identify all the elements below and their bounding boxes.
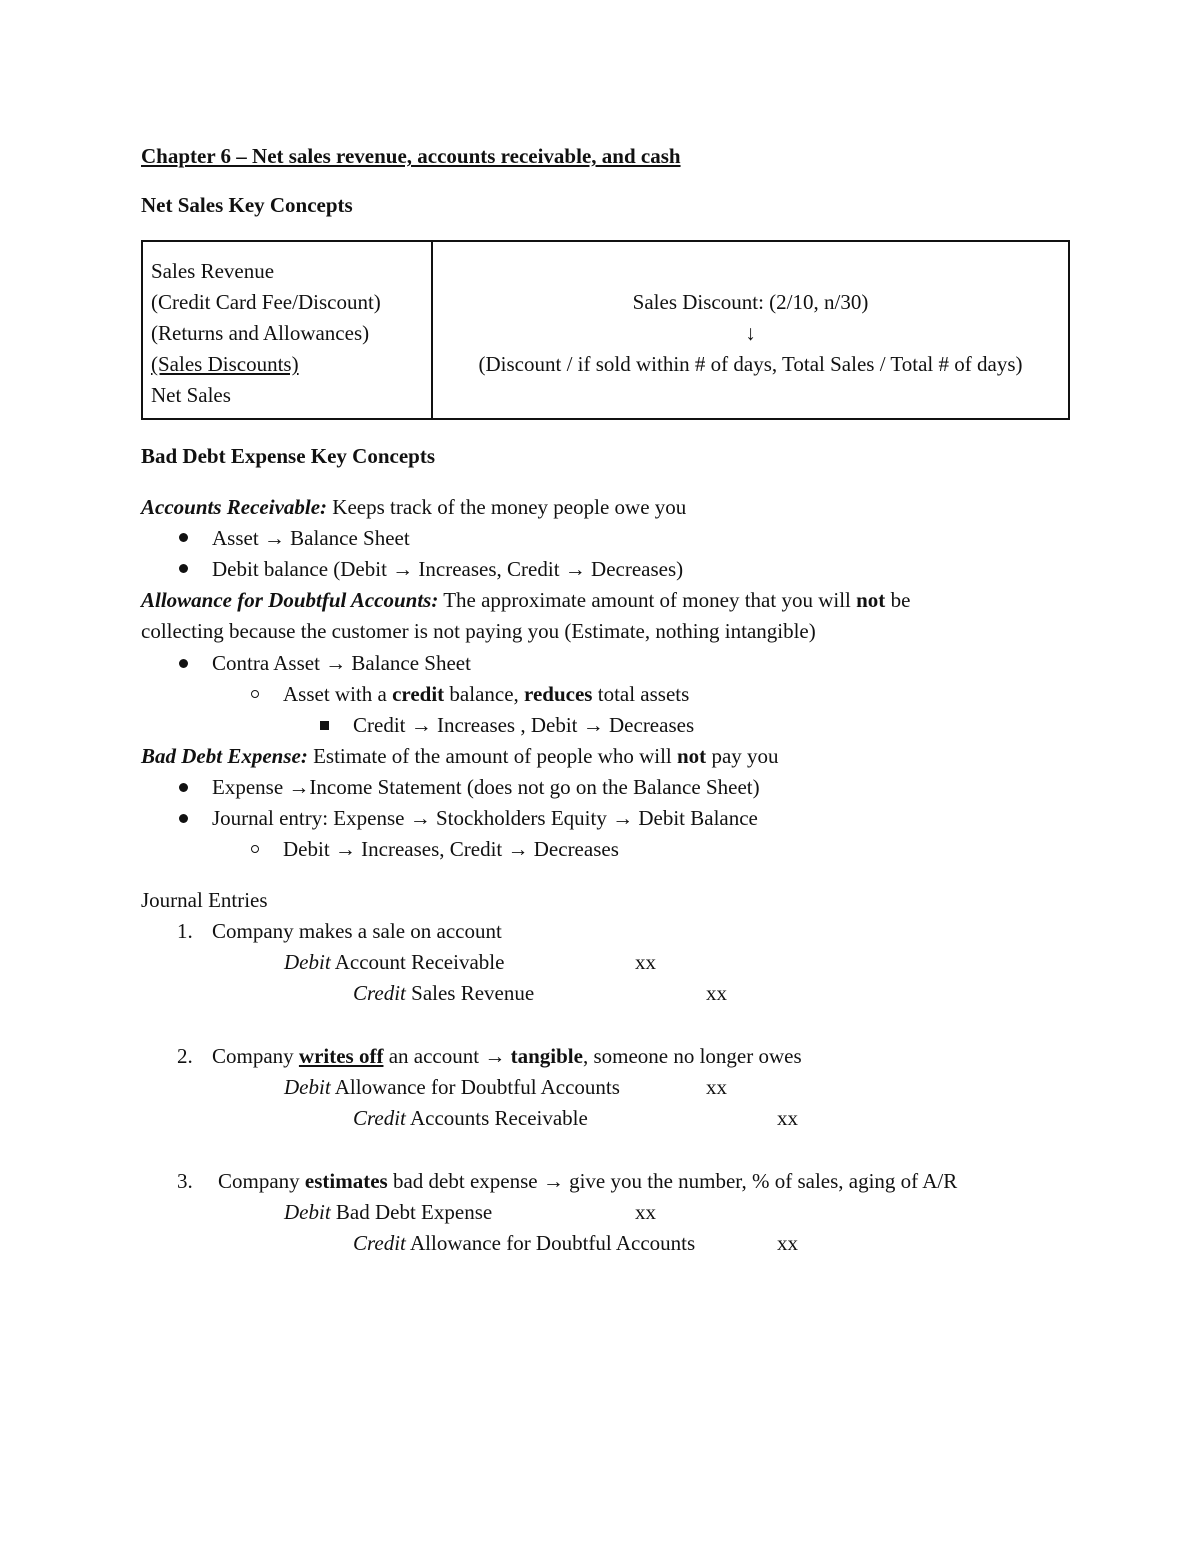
entry-2-credit-amount: xx [777, 1106, 798, 1130]
net-sales-table [141, 240, 1070, 420]
entry-3-debit-line [284, 1202, 492, 1223]
entry-2-desc-b: an account → [383, 1044, 511, 1068]
table-row-net-sales: Net Sales [151, 383, 231, 407]
ar-def-text: Keeps track of the money people owe you [327, 495, 687, 519]
bullet-disc-icon [179, 564, 188, 573]
entry-1-credit-amount: xx [706, 981, 727, 1005]
afda-def-not: not [856, 588, 886, 612]
credit-account: Accounts Receivable [405, 1106, 588, 1130]
bullet-disc-icon [179, 783, 188, 792]
sales-discount-terms: Sales Discount: (2/10, n/30) [632, 290, 869, 314]
afda-sub-text-c: total assets [592, 682, 690, 706]
entry-2-debit-amount: xx [706, 1075, 727, 1099]
bde-def-not: not [677, 744, 707, 768]
afda-sub-reduces: reduces [524, 682, 593, 706]
afda-sub-text-b: balance, [444, 682, 525, 706]
ar-definition [141, 497, 686, 518]
bullet-disc-icon [179, 659, 188, 668]
table-row-returns-allowances: (Returns and Allowances) [151, 321, 370, 345]
afda-definition-line2: collecting because the customer is not paying you (Estimate, nothing intangible) [141, 619, 816, 643]
entry-number: 2. [177, 1044, 193, 1068]
table-row-sales-discounts: (Sales Discounts) [151, 352, 299, 376]
ar-bullet-2: Debit balance (Debit → Increases, Credit → Decreases) [212, 557, 684, 581]
afda-def-text-a: The approximate amount of money that you will [438, 588, 857, 612]
bullet-square-icon [320, 721, 329, 730]
bde-bullet-1: Expense →Income Statement (does not go on the Balance Sheet) [212, 775, 760, 799]
entry-3-desc-b: bad debt expense → give you the number, % of sales, aging of A/R [387, 1169, 958, 1193]
credit-account: Sales Revenue [405, 981, 535, 1005]
bullet-circle-icon [251, 845, 259, 853]
entry-3-desc-a: Company [218, 1169, 305, 1193]
entry-3-estimates: estimates [304, 1169, 388, 1193]
entry-3-credit-amount: xx [777, 1231, 798, 1255]
afda-sub-sub-bullet: Credit → Increases , Debit → Decreases [353, 713, 695, 737]
table-row-credit-card-fee: (Credit Card Fee/Discount) [151, 290, 381, 314]
credit-account: Allowance for Doubtful Accounts [405, 1231, 696, 1255]
debit-label: Debit [284, 950, 331, 974]
bullet-circle-icon [251, 690, 259, 698]
net-sales-heading: Net Sales Key Concepts [141, 193, 353, 217]
bad-debt-heading: Bad Debt Expense Key Concepts [141, 444, 436, 468]
bde-sub-bullet: Debit → Increases, Credit → Decreases [283, 837, 619, 861]
afda-term: Allowance for Doubtful Accounts: [141, 588, 439, 612]
bde-bullet-2: Journal entry: Expense → Stockholders Equity → Debit Balance [212, 806, 758, 830]
afda-sub-text-a: Asset with a [283, 682, 393, 706]
entry-1-debit-line [284, 952, 504, 973]
bde-def-text-b: pay you [706, 744, 779, 768]
credit-label: Credit [353, 1231, 406, 1255]
debit-label: Debit [284, 1075, 331, 1099]
ar-bullet-1: Asset → Balance Sheet [212, 526, 410, 550]
entry-1-debit-amount: xx [635, 950, 656, 974]
sales-discount-explanation: (Discount / if sold within # of days, Total Sales / Total # of days) [478, 352, 1023, 376]
debit-account: Bad Debt Expense [330, 1200, 493, 1224]
down-arrow-icon: ↓ [745, 321, 756, 345]
entry-2-writes-off: writes off [298, 1044, 384, 1068]
entry-3-debit-amount: xx [635, 1200, 656, 1224]
entry-2-desc-c: , someone no longer owes [582, 1044, 802, 1068]
entry-1-description: Company makes a sale on account [212, 919, 502, 943]
bde-definition [141, 746, 779, 767]
afda-bullet-1: Contra Asset → Balance Sheet [212, 651, 471, 675]
entry-number: 3. [177, 1169, 193, 1193]
bullet-disc-icon [179, 533, 188, 542]
afda-sub-bullet [283, 684, 689, 705]
entry-1-credit-line [353, 983, 534, 1004]
journal-heading: Journal Entries [141, 888, 268, 912]
bde-def-text-a: Estimate of the amount of people who will [307, 744, 677, 768]
afda-sub-credit: credit [392, 682, 445, 706]
entry-2-description [212, 1046, 802, 1067]
entry-number: 1. [177, 919, 193, 943]
entry-2-desc-a: Company [212, 1044, 299, 1068]
table-row-sales-revenue: Sales Revenue [151, 259, 275, 283]
entry-3-description [218, 1171, 957, 1192]
afda-definition [141, 590, 910, 611]
debit-account: Account Receivable [330, 950, 505, 974]
entry-2-credit-line [353, 1108, 588, 1129]
credit-label: Credit [353, 981, 406, 1005]
entry-3-credit-line [353, 1233, 695, 1254]
debit-label: Debit [284, 1200, 331, 1224]
bde-term: Bad Debt Expense: [141, 744, 308, 768]
page-title: Chapter 6 – Net sales revenue, accounts receivable, and cash [141, 144, 681, 168]
credit-label: Credit [353, 1106, 406, 1130]
afda-def-text-b: be [885, 588, 911, 612]
bullet-disc-icon [179, 814, 188, 823]
debit-account: Allowance for Doubtful Accounts [330, 1075, 620, 1099]
ar-term: Accounts Receivable: [141, 495, 328, 519]
entry-2-tangible: tangible [510, 1044, 583, 1068]
entry-2-debit-line [284, 1077, 620, 1098]
